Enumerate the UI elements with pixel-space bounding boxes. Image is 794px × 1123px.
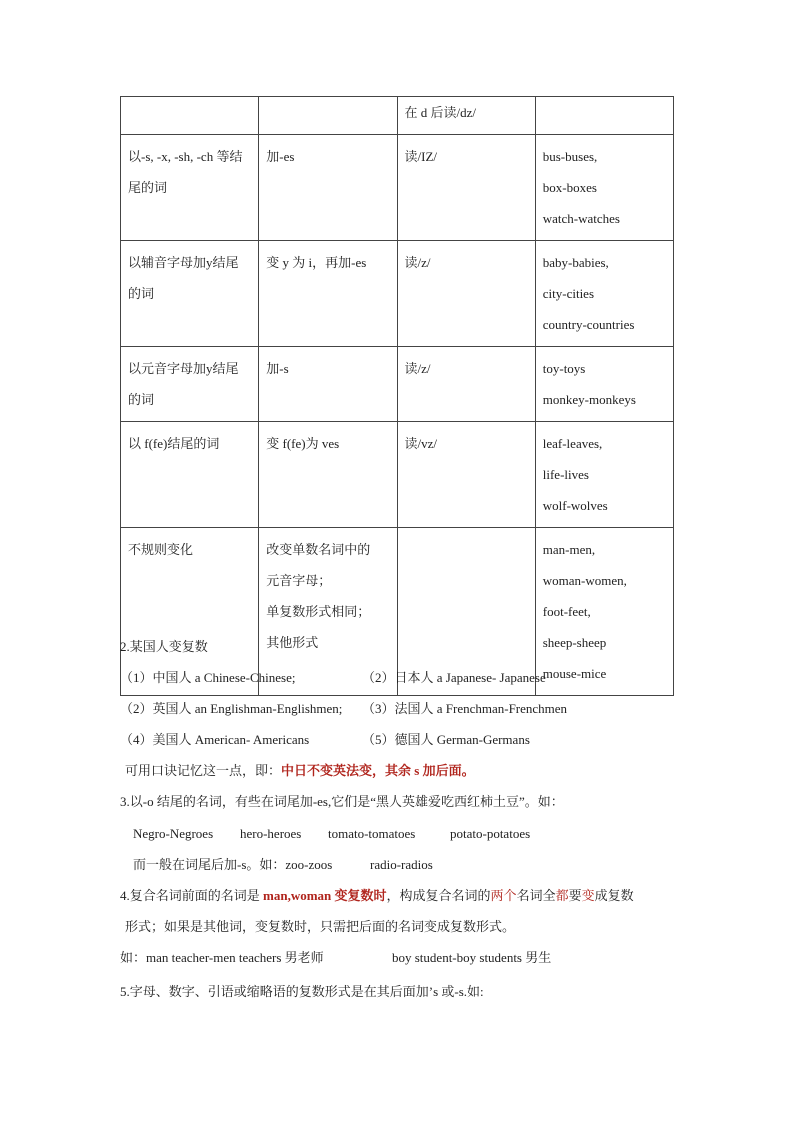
pronunciation-cell [397, 241, 535, 347]
cell-text: watch-watches [542, 211, 620, 226]
cell-text: monkey-monkeys [542, 392, 636, 407]
cell-text: 不规则变化 [128, 542, 194, 557]
cell-text: bus-buses, [542, 149, 598, 164]
cell-text: 在 d 后读/dz/ [404, 105, 476, 120]
section4-text: 要 [568, 888, 582, 903]
section4-text: 名词全 [516, 888, 556, 903]
section3-general-example: radio-radios [370, 857, 433, 872]
cell-text: 加-s [266, 361, 289, 376]
examples-cell [535, 241, 673, 347]
cell-text: wolf-wolves [542, 498, 608, 513]
section2-item: （2）日本人 a Japanese- Japanese [362, 670, 546, 685]
section4-line1 [120, 887, 634, 905]
cell-text: 的词 [128, 286, 155, 301]
cell-text: 的词 [128, 392, 155, 407]
cell-text: man-men, [542, 542, 596, 557]
cell-text: woman-women, [542, 573, 627, 588]
pronunciation-cell [397, 347, 535, 422]
cell-text: city-cities [542, 286, 595, 301]
table-row [121, 97, 674, 135]
section2-item: （5）德国人 German-Germans [362, 732, 530, 747]
rule-cell [121, 241, 259, 347]
section2-item: （1）中国人 a Chinese-Chinese; [120, 670, 296, 685]
rule-cell [121, 422, 259, 528]
section3-general: 而一般在词尾后加-s。如：zoo-zoos [133, 857, 333, 872]
cell-text: life-lives [542, 467, 589, 482]
cell-text: toy-toys [542, 361, 586, 376]
section2-item: （4）美国人 American- Americans [120, 732, 310, 747]
examples-cell [535, 347, 673, 422]
table-row [121, 135, 674, 241]
cell-text: 变 y 为 i，再加-es [266, 255, 367, 270]
section2-item: （3）法国人 a Frenchman-Frenchmen [362, 701, 568, 716]
section4-line2: 形式；如果是其他词，变复数时，只需把后面的名词变成复数形式。 [125, 919, 516, 934]
section3-example: Negro-Negroes [133, 826, 214, 841]
section5-heading: 5.字母、数字、引语或缩略语的复数形式是在其后面加’s 或-s.如: [120, 984, 484, 999]
section3-example: potato-potatoes [450, 826, 531, 841]
cell-text: 单复数形式相同； [266, 604, 371, 619]
cell-text: 加-es [266, 149, 295, 164]
section4-highlight: 两个 [490, 888, 517, 903]
mnemonic-prefix: 可用口诀记忆这一点，即： [125, 763, 282, 778]
plural-rules-table [120, 96, 674, 696]
section3-example: hero-heroes [240, 826, 302, 841]
section4-text: ，构成复合名词的 [386, 888, 491, 903]
cell-text: box-boxes [542, 180, 597, 195]
change-cell [259, 241, 397, 347]
section3-example: tomato-tomatoes [328, 826, 416, 841]
section2-heading: 2.某国人变复数 [120, 639, 208, 654]
mnemonic-line [125, 762, 475, 780]
cell-text: baby-babies, [542, 255, 609, 270]
cell-text: country-countries [542, 317, 635, 332]
change-cell [259, 422, 397, 528]
change-cell [259, 347, 397, 422]
examples-cell [535, 135, 673, 241]
cell-text: 以元音字母加y结尾 [128, 361, 239, 376]
cell-text: 其他形式 [266, 635, 319, 650]
cell-text: 读/z/ [404, 255, 431, 270]
rule-cell [121, 347, 259, 422]
cell-text: 以辅音字母加y结尾 [128, 255, 239, 270]
change-cell [259, 97, 397, 135]
examples-cell [535, 97, 673, 135]
cell-text: 尾的词 [128, 180, 168, 195]
section4-highlight: 都 [555, 888, 569, 903]
section4-example: boy student-boy students 男生 [392, 950, 552, 965]
pronunciation-cell [397, 135, 535, 241]
cell-text: sheep-sheep [542, 635, 607, 650]
cell-text: 以 f(fe)结尾的词 [128, 436, 220, 451]
section3-heading: 3.以-o 结尾的名词，有些在词尾加-es,它们是“黑人英雄爱吃西红柿土豆”。如： [120, 794, 564, 809]
rule-cell [121, 97, 259, 135]
cell-text: 变 f(fe)为 ves [266, 436, 340, 451]
section4-highlight: 变 [581, 888, 595, 903]
examples-cell [535, 528, 673, 696]
cell-text: 读/z/ [404, 361, 431, 376]
section2-item: （2）英国人 an Englishman-Englishmen; [120, 701, 343, 716]
table-row [121, 241, 674, 347]
cell-text: 读/vz/ [404, 436, 437, 451]
table-row [121, 347, 674, 422]
table-row [121, 422, 674, 528]
section4-text: 4.复合名词前面的名词是 [120, 888, 264, 903]
cell-text: 读/IZ/ [404, 149, 437, 164]
cell-text: mouse-mice [542, 666, 607, 681]
section4-text: 成复数 [594, 888, 634, 903]
cell-text: 元音字母； [266, 573, 332, 588]
rule-cell [121, 135, 259, 241]
change-cell [259, 135, 397, 241]
examples-cell [535, 422, 673, 528]
cell-text: leaf-leaves, [542, 436, 603, 451]
pronunciation-cell [397, 422, 535, 528]
section4-example: 如：man teacher-men teachers 男老师 [120, 950, 324, 965]
mnemonic-highlight: 中日不变英法变，其余 s 加后面。 [281, 763, 475, 778]
cell-text: foot-feet, [542, 604, 591, 619]
section4-highlight: man,woman 变复数时 [263, 888, 387, 903]
cell-text: 以-s, -x, -sh, -ch 等结 [128, 149, 243, 164]
cell-text: 改变单数名词中的 [266, 542, 371, 557]
pronunciation-cell [397, 97, 535, 135]
